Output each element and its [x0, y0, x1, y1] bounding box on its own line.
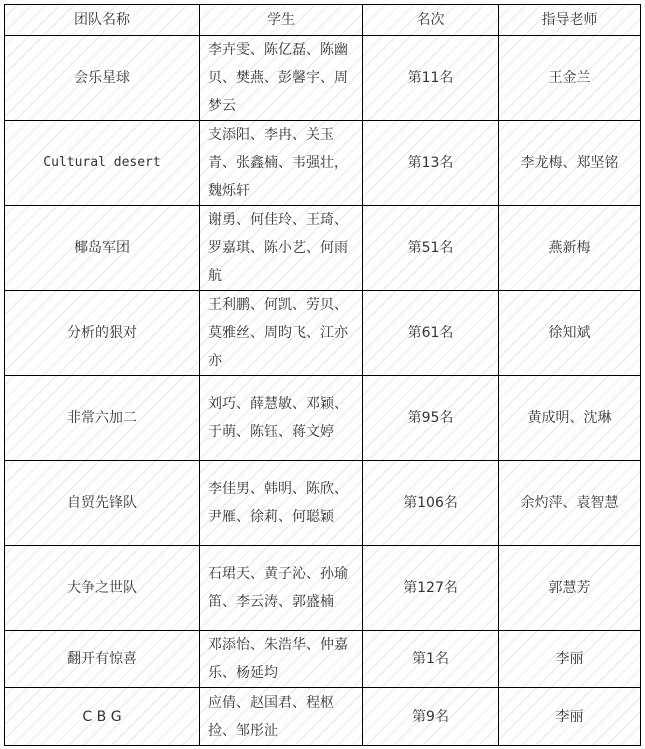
- table-row: [5, 546, 641, 631]
- header-rank: 名次: [363, 5, 499, 36]
- table-row: [5, 376, 641, 461]
- students-cell: 谢勇、何佳玲、王琦、罗嘉琪、陈小艺、何雨航: [200, 206, 363, 291]
- rank-cell: 第127名: [363, 546, 499, 631]
- rank-cell: 第1名: [363, 631, 499, 688]
- table-row: [5, 461, 641, 546]
- rank-cell: 第11名: [363, 36, 499, 121]
- rank-cell: 第61名: [363, 291, 499, 376]
- advisor-cell: 余灼萍、袁智慧: [499, 461, 641, 546]
- table-row: [5, 688, 641, 746]
- students-cell: 支添阳、李冉、关玉青、张鑫楠、韦强壮，魏烁轩: [200, 121, 363, 206]
- team-name-cell: 分析的狠对: [5, 291, 200, 376]
- team-name-cell: 自贸先锋队: [5, 461, 200, 546]
- advisor-cell: 李丽: [499, 631, 641, 688]
- advisor-cell: 燕新梅: [499, 206, 641, 291]
- results-table-container: [4, 4, 641, 746]
- team-name-cell: C B G: [5, 688, 200, 746]
- students-cell: 刘巧、薛慧敏、邓颖、于萌、陈钰、蒋文婷: [200, 376, 363, 461]
- students-cell: 李卉雯、陈亿磊、陈幽贝、樊燕、彭馨宇、周梦云: [200, 36, 363, 121]
- students-cell: 邓添怡、朱浩华、仲嘉乐、杨延均: [200, 631, 363, 688]
- header-row: [5, 5, 641, 36]
- rank-cell: 第106名: [363, 461, 499, 546]
- team-name-cell: 大争之世队: [5, 546, 200, 631]
- advisor-cell: 黄成明、沈琳: [499, 376, 641, 461]
- rank-cell: 第95名: [363, 376, 499, 461]
- header-students: 学生: [200, 5, 363, 36]
- table-row: [5, 121, 641, 206]
- students-cell: 石珺天、黄子沁、孙瑜笛、李云涛、郭盛楠: [200, 546, 363, 631]
- students-cell: 应倩、赵国君、程枢捡、邹彤沚: [200, 688, 363, 746]
- results-table: [4, 4, 641, 746]
- team-name-cell: 会乐星球: [5, 36, 200, 121]
- header-advisor: 指导老师: [499, 5, 641, 36]
- table-row: [5, 631, 641, 688]
- team-name-cell: 非常六加二: [5, 376, 200, 461]
- team-name-cell: Cultural desert: [5, 121, 200, 206]
- team-name-cell: 翻开有惊喜: [5, 631, 200, 688]
- header-team-name: 团队名称: [5, 5, 200, 36]
- advisor-cell: 王金兰: [499, 36, 641, 121]
- table-row: [5, 206, 641, 291]
- table-row: [5, 291, 641, 376]
- students-cell: 王利鹏、何凯、劳贝、莫雅丝、周昀飞、江亦亦: [200, 291, 363, 376]
- team-name-cell: 椰岛军团: [5, 206, 200, 291]
- advisor-cell: 徐知斌: [499, 291, 641, 376]
- rank-cell: 第13名: [363, 121, 499, 206]
- advisor-cell: 郭慧芳: [499, 546, 641, 631]
- students-cell: 李佳男、韩明、陈欣、尹雁、徐莉、何聪颖: [200, 461, 363, 546]
- advisor-cell: 李龙梅、郑坚铭: [499, 121, 641, 206]
- rank-cell: 第9名: [363, 688, 499, 746]
- rank-cell: 第51名: [363, 206, 499, 291]
- table-row: [5, 36, 641, 121]
- advisor-cell: 李丽: [499, 688, 641, 746]
